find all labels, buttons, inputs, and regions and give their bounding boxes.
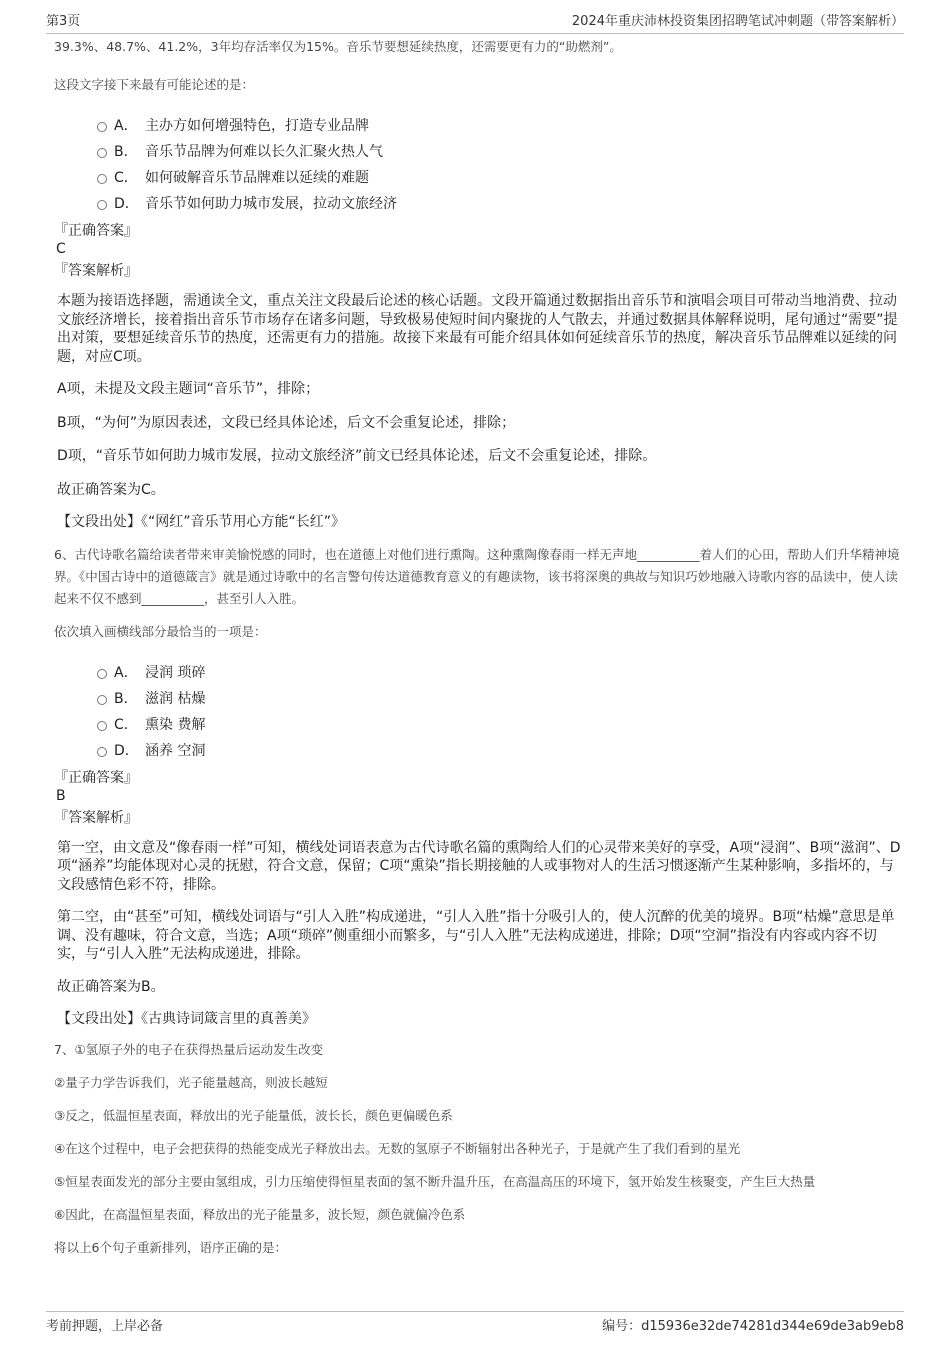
q5-prompt: 这段文字接下来最有可能论述的是： [54, 77, 255, 92]
q5-analysis-d: D项，“音乐节如何助力城市发展，拉动文旅经济”前文已经具体论述，后文不会重复论述，排除。 [57, 448, 657, 464]
q5-analysis-main: 本题为接语选择题，需通读全文，重点关注文段最后论述的核心话题。文段开篇通过数据指出音乐节和演唱会项目可带动当地消费、拉动文旅经济增长，接着指出音乐节市场存在诸多问题，导致极易使短时间内聚拢的人气散去，并通过数据具体解释说明，尾句通过“需要”提出对策，要想延续音乐节的热度，还需更有力的措施。故接下来最有可能介绍具体如何延续音乐节的热度，解决音乐节品牌难以延续的问题，对应C项。 [57, 293, 898, 365]
page-footer [46, 1311, 904, 1334]
q6-analysis-second-blank: 第二空，由“甚至”可知，横线处词语与“引人入胜”构成递进，“引人入胜”指十分吸引人的，使人沉醉的优美的境界。B项“枯燥”意思是单调、没有趣味，符合文意，当选；A项“琐碎”侧重细小而繁多，与“引人入胜”无法构成递进，排除；D项“空洞”指没有内容或内容不切实，与“引人入胜”无法构成递进，排除。 [57, 909, 895, 962]
q6-option-a[interactable]: A． 浸润 琐碎 [54, 660, 904, 686]
q5-context: 39.3%、48.7%、41.2%，3年均存活率仅为15%。音乐节要想延续热度，还需要更有力的“助燃剂”。 [54, 39, 622, 54]
q6-options [54, 660, 904, 764]
q5-answer-label: 『正确答案』 [54, 223, 138, 239]
blank-line: __________ [636, 546, 700, 562]
q7-sentence-6: ⑥因此，在高温恒星表面，释放出的光子能量多，波长短，颜色就偏冷色系 [54, 1206, 466, 1222]
radio-icon[interactable] [97, 148, 107, 158]
q6-stem: 6、古代诗歌名篇给读者带来审美愉悦感的同时，也在道德上对他们进行熏陶。这种熏陶像春雨一样无声地__________着人们的心田，帮助人们升华精神境界。《中国古诗中的道德箴言》就是通过诗歌中的名言警句传达道德教育意义的有趣读物，该书将深奥的典故与知识巧妙地融入诗歌内容的品读中，使人读起来不仅不感到__________，甚至引人入胜。 [54, 546, 900, 606]
q7-prompt: 将以上6个句子重新排列，语序正确的是： [54, 1239, 287, 1255]
q6-answer-label: 『正确答案』 [54, 769, 138, 786]
page-header [46, 13, 904, 34]
q6-analysis-first-blank: 第一空，由文意及“像春雨一样”可知，横线处词语表意为古代诗歌名篇的熏陶给人们的心灵带来美好的享受，A项“浸润”、B项“滋润”、D项“涵养”均能体现对心灵的抚慰，符合文意，保留；C项“熏染”指长期接触的人或事物对人的生活习惯逐渐产生某种影响，多指坏的，与文段感情色彩不符，排除。 [57, 839, 901, 893]
page-content [54, 38, 904, 1259]
q6-source: 【文段出处】《古典诗词箴言里的真善美》 [57, 1011, 316, 1027]
q6-answer: B [56, 787, 66, 804]
radio-icon[interactable] [97, 200, 107, 210]
q5-analysis-label: 『答案解析』 [54, 263, 138, 279]
q6-analysis-conclusion: 故正确答案为B。 [57, 978, 165, 995]
q5-analysis-conclusion: 故正确答案为C。 [57, 481, 165, 498]
radio-icon[interactable] [97, 174, 107, 184]
q7-sentences [54, 1039, 904, 1259]
radio-icon[interactable] [97, 747, 107, 757]
q5-option-c[interactable]: C． 如何破解音乐节品牌难以延续的难题 [54, 165, 904, 191]
document-code: 编号：d15936e32de74281d344e69de3ab9eb8 [602, 1319, 904, 1334]
q5-answer: C [56, 241, 66, 257]
q6-prompt: 依次填入画横线部分最恰当的一项是： [54, 623, 267, 639]
q7-sentence-2: ②量子力学告诉我们，光子能量越高，则波长越短 [54, 1074, 328, 1090]
q5-option-d[interactable]: D． 音乐节如何助力城市发展，拉动文旅经济 [54, 191, 904, 217]
q5-option-a[interactable]: A． 主办方如何增强特色，打造专业品牌 [54, 113, 904, 139]
q7-sentence-3: ③反之，低温恒星表面，释放出的光子能量低，波长长，颜色更偏暖色系 [54, 1107, 453, 1123]
q5-options [54, 113, 904, 217]
q6-option-d[interactable]: D． 涵养 空洞 [54, 738, 904, 764]
radio-icon[interactable] [97, 669, 107, 679]
radio-icon[interactable] [97, 695, 107, 705]
q5-analysis-a: A项，未提及文段主题词“音乐节”，排除； [57, 381, 320, 397]
q5-option-b[interactable]: B． 音乐节品牌为何难以长久汇聚火热人气 [54, 139, 904, 165]
q7-sentence-5: ⑤恒星表面发光的部分主要由氢组成，引力压缩使得恒星表面的氢不断升温升压，在高温高压的环境下，氢开始发生核聚变，产生巨大热量 [54, 1173, 816, 1189]
q7-sentence-1: 7、①氢原子外的电子在获得热量后运动发生改变 [54, 1041, 324, 1057]
footer-slogan: 考前押题，上岸必备 [46, 1319, 164, 1334]
q6-analysis-label: 『答案解析』 [54, 809, 138, 826]
blank-line: __________ [141, 590, 205, 606]
radio-icon[interactable] [97, 122, 107, 132]
q6-option-b[interactable]: B． 滋润 枯燥 [54, 686, 904, 712]
q6-option-c[interactable]: C． 熏染 费解 [54, 712, 904, 738]
document-title: 2024年重庆沛林投资集团招聘笔试冲刺题（带答案解析） [571, 14, 904, 29]
q5-analysis-b: B项，“为何”为原因表述，文段已经具体论述，后文不会重复论述，排除； [57, 414, 516, 431]
q5-source: 【文段出处】《“网红”音乐节用心方能“长红”》 [57, 514, 346, 530]
q7-sentence-4: ④在这个过程中，电子会把获得的热能变成光子释放出去。无数的氢原子不断辐射出各种光子，于是就产生了我们看到的星光 [54, 1140, 741, 1156]
page-number: 第3页 [46, 14, 81, 29]
radio-icon[interactable] [97, 721, 107, 731]
